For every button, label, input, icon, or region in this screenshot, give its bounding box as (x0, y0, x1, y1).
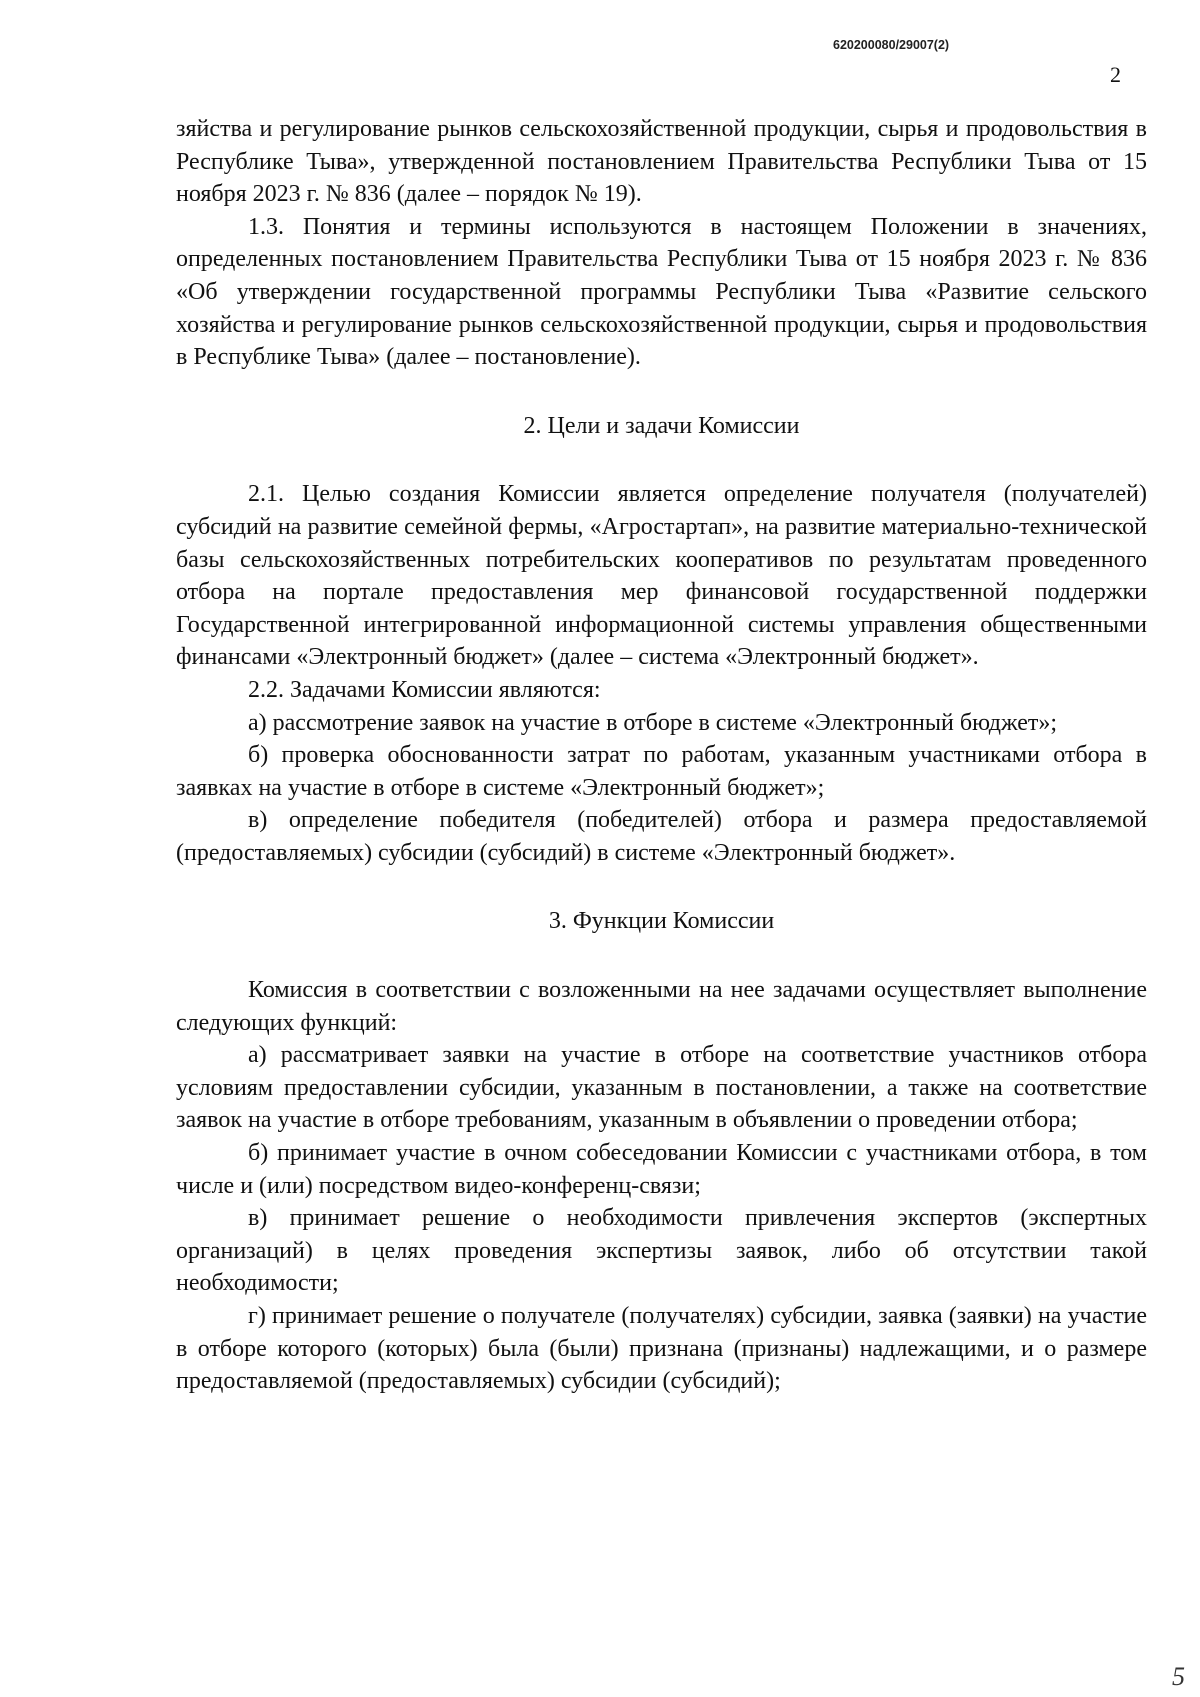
paragraph-3-intro: Комиссия в соответствии с возложенными на нее задачами осуществляет выполнение следующих функций: (176, 977, 1147, 1036)
list-item-2-2-b: б) проверка обоснованности затрат по работам, указанным участниками отбора в заявках на участие в отборе в системе «Электронный бюджет»; (176, 742, 1147, 801)
section-heading-3: 3. Функции Комиссии (548, 908, 775, 935)
list-item-2-2-a: а) рассмотрение заявок на участие в отборе в системе «Электронный бюджет»; (248, 709, 1058, 736)
section-heading-2: 2. Цели и задачи Комиссии (523, 412, 800, 439)
list-item-3-b: б) принимает участие в очном собеседовании Комиссии с участниками отбора, в том числе и (или) посредством видео-конференц-связи; (176, 1140, 1147, 1199)
list-item-3-v: в) принимает решение о необходимости привлечения экспертов (экспертных организаций) в целях проведения экспертизы заявок, либо об отсутствии такой необходимости; (176, 1205, 1147, 1297)
handwritten-page-mark: 5 (1172, 1662, 1185, 1691)
page-number: 2 (1110, 62, 1121, 87)
paragraph-2-2: 2.2. Задачами Комиссии являются: (248, 676, 601, 703)
list-item-3-a: а) рассматривает заявки на участие в отборе на соответствие участников отбора условиям предоставлении субсидии, указанным в постановлении, а также на соответствие заявок на участие в отборе требованиям, указанным в объявлении о проведении отбора; (176, 1042, 1147, 1134)
paragraph-2-1: 2.1. Целью создания Комиссии является определение получателя (получателей) субсидий на развитие семейной фермы, «Агростартап», на развитие материально-технической базы сельскохозяйственных потребительских кооперативов по результатам проведенного отбора на портале предоставления мер финансовой государственной поддержки Государственной интегрированной информационной системы управления общественными финансами «Электронный бюджет» (далее – система «Электронный бюджет». (176, 481, 1147, 671)
list-item-3-g: г) принимает решение о получателе (получателях) субсидии, заявка (заявки) на участие в отборе которого (которых) была (были) признана (признаны) надлежащими, и о размере предоставляемой (предоставляемых) субсидии (субсидий); (176, 1303, 1147, 1395)
paragraph-1-3: 1.3. Понятия и термины используются в настоящем Положении в значениях, определенных постановлением Правительства Республики Тыва от 15 ноября 2023 г. № 836 «Об утверждении государственной программы Республики Тыва «Развитие сельского хозяйства и регулирование рынков сельскохозяйственной продукции, сырья и продовольствия в Республике Тыва» (далее – постановление). (176, 213, 1147, 371)
paragraph-intro-continuation: зяйства и регулирование рынков сельскохозяйственной продукции, сырья и продовольствия в Республике Тыва», утвержденной постановлением Правительства Республики Тыва от 15 ноября 2023 г. № 836 (далее – порядок № 19). (176, 116, 1147, 208)
document-code: 620200080/29007(2) (833, 38, 950, 52)
list-item-2-2-v: в) определение победителя (победителей) отбора и размера предоставляемой (предоставляемых) субсидии (субсидий) в системе «Электронный бюджет». (176, 807, 1147, 866)
document-body (176, 113, 1147, 1398)
